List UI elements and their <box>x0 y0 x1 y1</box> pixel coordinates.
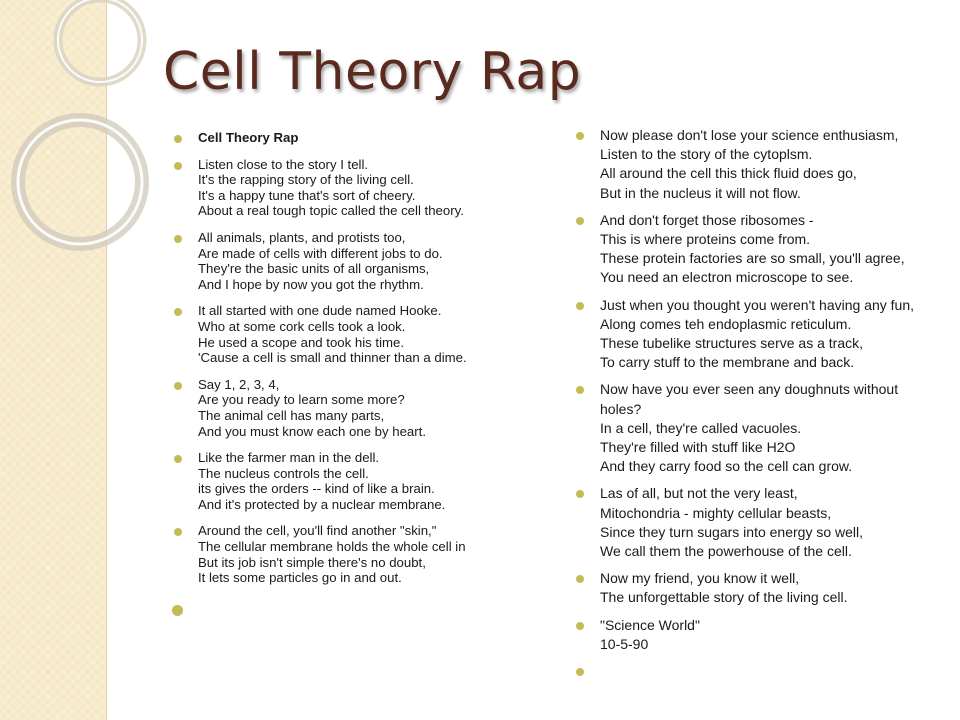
decorative-sidebar <box>0 0 107 720</box>
verse-text: Say 1, 2, 3, 4, Are you ready to learn some more? The animal cell has many parts, And you must know each one by heart. <box>198 376 426 439</box>
verse-text: Like the farmer man in the dell. The nucleus controls the cell. its gives the orders -- kind of like a brain. And it's protected by a nuclear membrane. <box>198 450 446 512</box>
empty-bullet <box>574 662 944 682</box>
bullet-item <box>172 377 512 439</box>
verse-text: Listen close to the story I tell. It's the rapping story of the living cell. It's a happy tune that's sort of cheery. About a real tough topic called the cell theory. <box>198 156 464 219</box>
left-bullet-list <box>172 130 512 628</box>
bullet-item <box>172 230 512 292</box>
verse-text: Just when you thought you weren't having any fun, Along comes teh endoplasmic reticulum. These tubelike structures serve as a track, To carry stuff to the membrane and back. <box>600 296 914 371</box>
verse-text: Now have you ever seen any doughnuts without holes? In a cell, they're called vacuoles. They're filled with stuff like H2O And they carry food so the cell can grow. <box>600 381 899 475</box>
verse-text: "Science World" 10-5-90 <box>600 616 700 652</box>
bullet-heading: Cell Theory Rap <box>198 130 299 145</box>
slide-title: Cell Theory Rap <box>163 42 582 102</box>
verse-text: And don't forget those ribosomes - This is where proteins come from. These protein factories are so small, you'll agree, You need an electron microscope to see. <box>600 211 905 286</box>
verse-text: All animals, plants, and protists too, Are made of cells with different jobs to do. They're the basic units of all organisms, And I hope by now you got the rhythm. <box>198 229 443 292</box>
bullet-item <box>172 450 512 512</box>
verse-text: Now my friend, you know it well, The unforgettable story of the living cell. <box>600 570 848 606</box>
bullet-item <box>574 211 944 288</box>
bullet-item <box>574 616 944 654</box>
right-bullet-list <box>574 126 944 690</box>
verse-text: Around the cell, you'll find another "skin," The cellular membrane holds the whole cell in But its job isn't simple there's no doubt, It lets some particles go in and out. <box>198 523 466 586</box>
bullet-item <box>574 484 944 561</box>
bullet-item <box>574 380 944 476</box>
verse-text: It all started with one dude named Hooke. Who at some cork cells took a look. He used a scope and took his time. 'Cause a cell is small and thinner than a dime. <box>198 303 467 366</box>
bullet-item <box>172 523 512 585</box>
empty-bullet <box>172 597 512 617</box>
bullet-item <box>574 126 944 203</box>
bullet-item <box>172 157 512 219</box>
verse-text: Now please don't lose your science enthusiasm, Listen to the story of the cytoplsm. All around the cell this thick fluid does go, But in the nucleus it will not flow. <box>600 127 899 201</box>
bullet-item <box>574 296 944 373</box>
bullet-item <box>172 303 512 365</box>
verse-text: Las of all, but not the very least, Mitochondria - mighty cellular beasts, Since they turn sugars into energy so well, We call them the powerhouse of the cell. <box>600 485 864 560</box>
bullet-item <box>574 569 944 607</box>
bullet-item <box>172 130 512 146</box>
